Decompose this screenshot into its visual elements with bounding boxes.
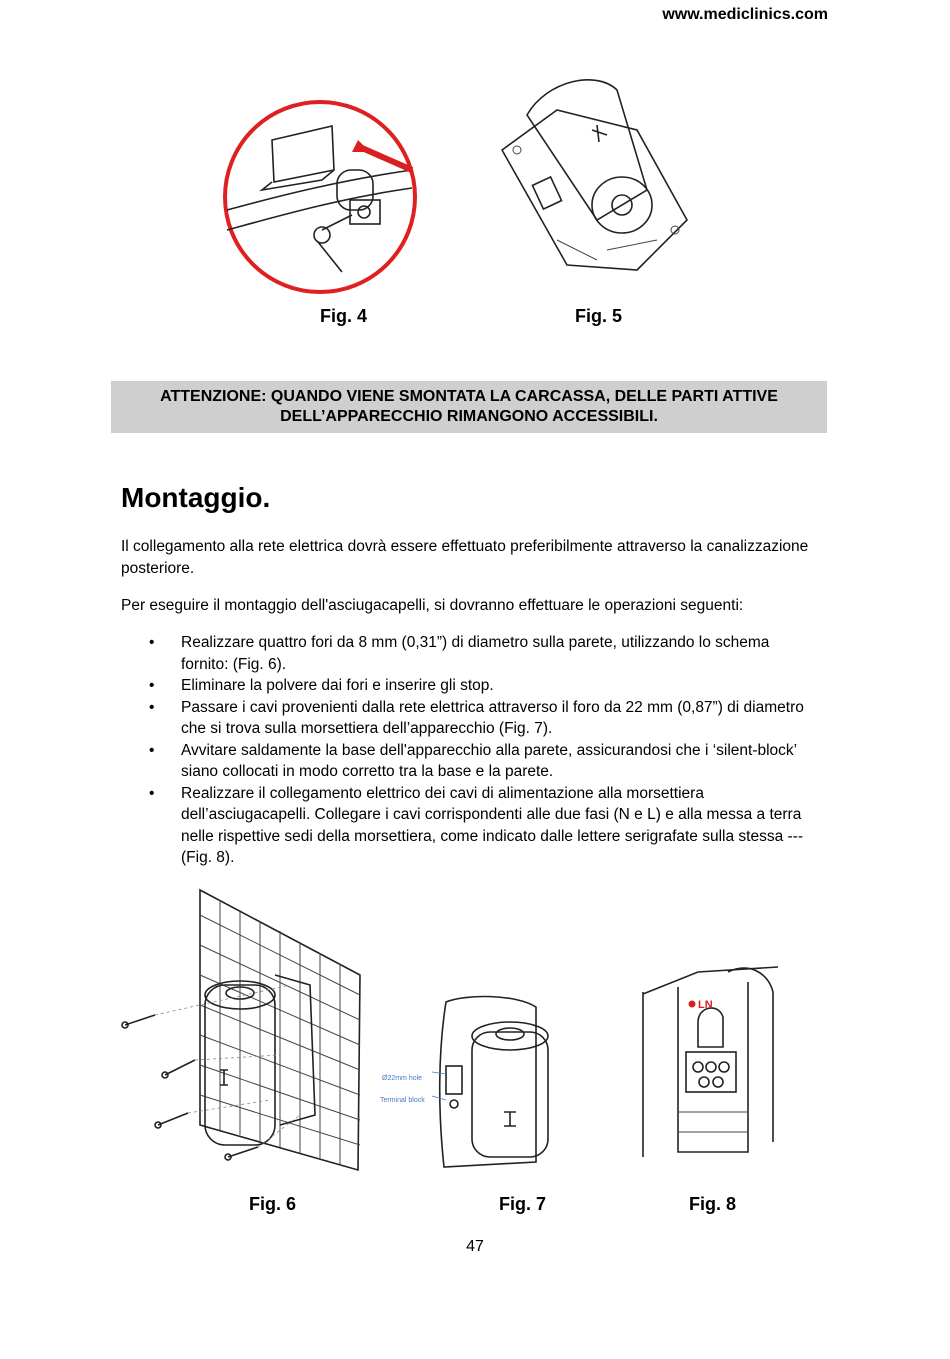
steps-list: [121, 632, 831, 869]
bullet-symbol: •: [149, 634, 155, 651]
fig5-caption: Fig. 5: [575, 306, 623, 326]
website-url: www.mediclinics.com: [662, 6, 828, 23]
fig4-illustration: [222, 100, 422, 300]
bullet-symbol: •: [149, 784, 155, 802]
fig4-caption: Fig. 4: [320, 306, 368, 326]
fig7-caption: Fig. 7: [499, 1194, 547, 1214]
list-item-line: nelle rispettive sedi della morsettiera, come indicato dalle lettere serigrafate sulla stessa ---: [181, 827, 804, 845]
bullet-symbol: •: [149, 698, 155, 716]
warning-line-1: ATTENZIONE: QUANDO VIENE SMONTATA LA CARCASSA, DELLE PARTI ATTIVE: [160, 388, 778, 405]
list-item-line: Realizzare il collegamento elettrico dei cavi di alimentazione alla morsettiera: [181, 784, 704, 802]
fig7-hole-label: Ø22mm hole: [382, 1075, 423, 1082]
fig8-caption: Fig. 8: [689, 1194, 737, 1214]
steps-intro: Per eseguire il montaggio dell'asciugacapelli, si dovranno effettuare le operazioni seguenti:: [121, 597, 744, 614]
list-item: [121, 740, 831, 783]
fig7-illustration: [376, 992, 566, 1172]
list-item-line: siano collocati in modo corretto tra la base e la parete.: [181, 763, 554, 780]
warning-line-2: DELL’APPARECCHIO RIMANGONO ACCESSIBILI.: [280, 408, 658, 425]
page-number: 47: [466, 1238, 484, 1255]
bullet-symbol: •: [149, 677, 155, 694]
intro-line-2: posteriore.: [121, 560, 195, 577]
list-item-line: dell’asciugacapelli. Collegare i cavi corrispondenti alle due fasi (N e L) e alla messa a terra: [181, 806, 802, 823]
fig6-caption: Fig. 6: [249, 1194, 297, 1214]
list-item-line: che si trova sulla morsettiera dell’apparecchio (Fig. 7).: [181, 720, 553, 737]
fig5-illustration: [497, 70, 697, 280]
list-item-line: Realizzare quattro fori da 8 mm (0,31”) di diametro sulla parete, utilizzando lo schema: [181, 634, 770, 651]
list-item-line: fornito: (Fig. 6).: [181, 655, 287, 673]
list-item: [121, 675, 831, 697]
warning-box: [111, 381, 827, 433]
fig8-ln-label: LN: [698, 999, 713, 1011]
section-title: Montaggio.: [121, 482, 271, 513]
list-item-line: (Fig. 8).: [181, 849, 235, 866]
list-item-line: Avvitare saldamente la base dell'apparecchio alla parete, assicurandosi che i ‘silent-block’: [181, 741, 798, 759]
list-item-line: Eliminare la polvere dai fori e inserire gli stop.: [181, 677, 494, 694]
fig8-illustration: [638, 962, 788, 1162]
fig6-illustration: [120, 885, 370, 1175]
list-item: [121, 783, 831, 869]
bullet-symbol: •: [149, 741, 155, 759]
list-item: [121, 632, 831, 675]
list-item-line: Passare i cavi provenienti dalla rete elettrica attraverso il foro da 22 mm (0,87”) di diametro: [181, 698, 804, 716]
intro-paragraph: [121, 536, 831, 580]
list-item: [121, 697, 831, 740]
intro-line-1: Il collegamento alla rete elettrica dovrà essere effettuato preferibilmente attraverso la canalizzazione: [121, 538, 809, 555]
fig7-terminal-label: Terminal block: [380, 1097, 425, 1104]
